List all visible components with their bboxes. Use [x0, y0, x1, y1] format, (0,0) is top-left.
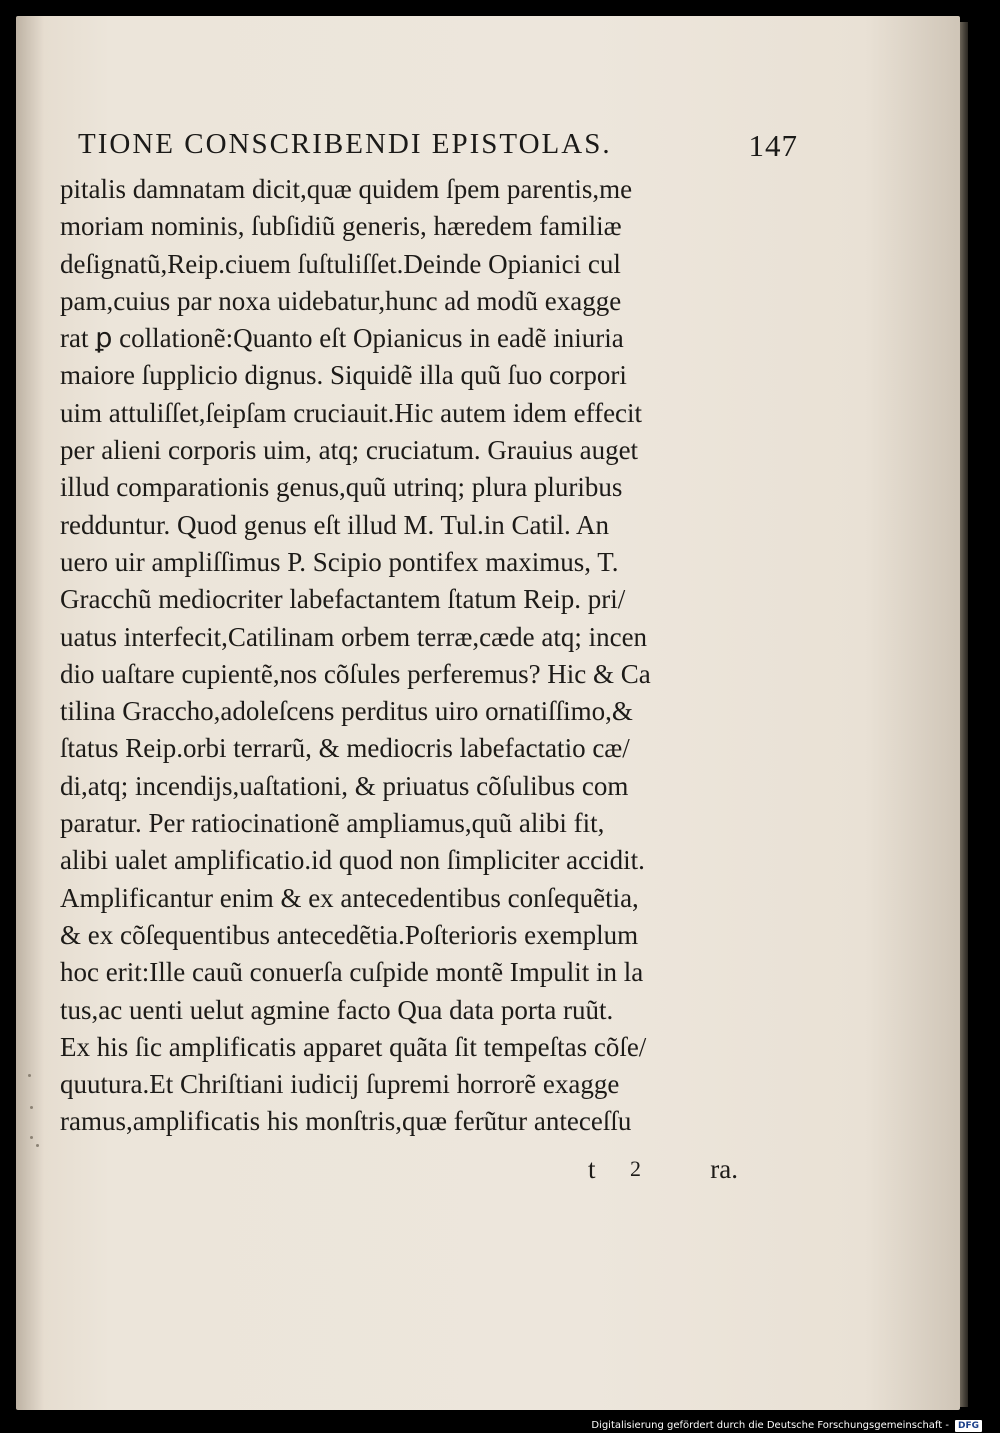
text-line: & ex cõſequentibus antecedẽtia.Poſterioris exemplum [60, 919, 639, 950]
signature-line [588, 1154, 748, 1190]
text-line: uero uir ampliſſimus P. Scipio pontifex maximus, T. [60, 546, 619, 577]
dfg-logo-icon: DFG [955, 1420, 982, 1432]
text-line: quutura.Et Chriſtiani iudicij ſupremi horrorẽ exagge [60, 1069, 620, 1100]
text-line: redduntur. Quod genus eſt illud M. Tul.in Catil. An [60, 509, 610, 540]
text-line: uatus interfecit,Catilinam orbem terræ,cæde atq; incen [60, 621, 648, 652]
text-line: rat ꝑ collationẽ:Quanto eſt Opianicus in eadẽ iniuria [60, 323, 624, 354]
text-line: maiore ſupplicio dignus. Siquidẽ illa quũ ſuo corpori [60, 360, 627, 391]
text-line: per alieni corporis uim, atq; cruciatum. Grauius auget [60, 435, 639, 466]
text-line: Amplificantur enim & ex antecedentibus conſequẽtia, [60, 882, 639, 913]
running-head: TIONE CONSCRIBENDI EPISTOLAS. [78, 128, 612, 160]
page-edge-shadow [960, 22, 968, 1407]
text-line: deſignatũ,Reip.ciuem ſuſtuliſſet.Deinde Opianici cul [60, 248, 621, 279]
text-line: pam,cuius par noxa uidebatur,hunc ad modũ exagge [60, 285, 622, 316]
paper-speck [30, 1106, 33, 1109]
text-line: uim attuliſſet,ſeipſam cruciauit.Hic autem idem effecit [60, 397, 643, 428]
catchword: ra. [710, 1154, 738, 1184]
text-line: moriam nominis, ſubſidiũ generis, hæredem familiæ [60, 211, 622, 242]
text-line: illud comparationis genus,quũ utrinq; plura pluribus [60, 472, 623, 503]
text-line: hoc erit:Ille cauũ conuerſa cuſpide montẽ Impulit in la [60, 957, 644, 988]
text-line: ramus,amplificatis his monſtris,quæ ferũtur anteceſſu [60, 1106, 632, 1137]
funding-credit: Digitalisierung gefördert durch die Deutsche Forschungsgemeinschaft - [591, 1420, 949, 1431]
text-line: di,atq; incendijs,uaſtationi, & priuatus cõſulibus com [60, 770, 629, 801]
paper-speck [30, 1136, 33, 1139]
book-page [16, 16, 960, 1410]
signature-mark: t [588, 1154, 596, 1184]
body-text [60, 171, 750, 1141]
text-line: ſtatus Reip.orbi terrarũ, & mediocris labefactatio cæ/ [60, 733, 630, 764]
text-line: tus,ac uenti uelut agmine facto Qua data porta ruũt. [60, 994, 614, 1025]
signature-number: 2 [630, 1156, 641, 1181]
text-line: dio uaſtare cupientẽ,nos cõſules perferemus? Hic & Ca [60, 658, 651, 689]
paper-speck [36, 1144, 39, 1147]
folio-number: 147 [748, 128, 798, 163]
page-header [78, 128, 798, 168]
text-line: tilina Graccho,adoleſcens perditus uiro ornatiſſimo,& [60, 696, 633, 727]
text-line: Ex his ſic amplificatis apparet quãta ſit tempeſtas cõſe/ [60, 1031, 647, 1062]
text-line: Gracchũ mediocriter labefactantem ſtatum Reip. pri/ [60, 584, 626, 615]
digitization-footer [591, 1418, 982, 1433]
text-line: alibi ualet amplificatio.id quod non ſimpliciter accidit. [60, 845, 645, 876]
paper-speck [28, 1074, 31, 1077]
text-line: pitalis damnatam dicit,quæ quidem ſpem parentis,me [60, 174, 633, 204]
text-line: paratur. Per ratiocinationẽ ampliamus,quũ alibi fit, [60, 808, 605, 839]
